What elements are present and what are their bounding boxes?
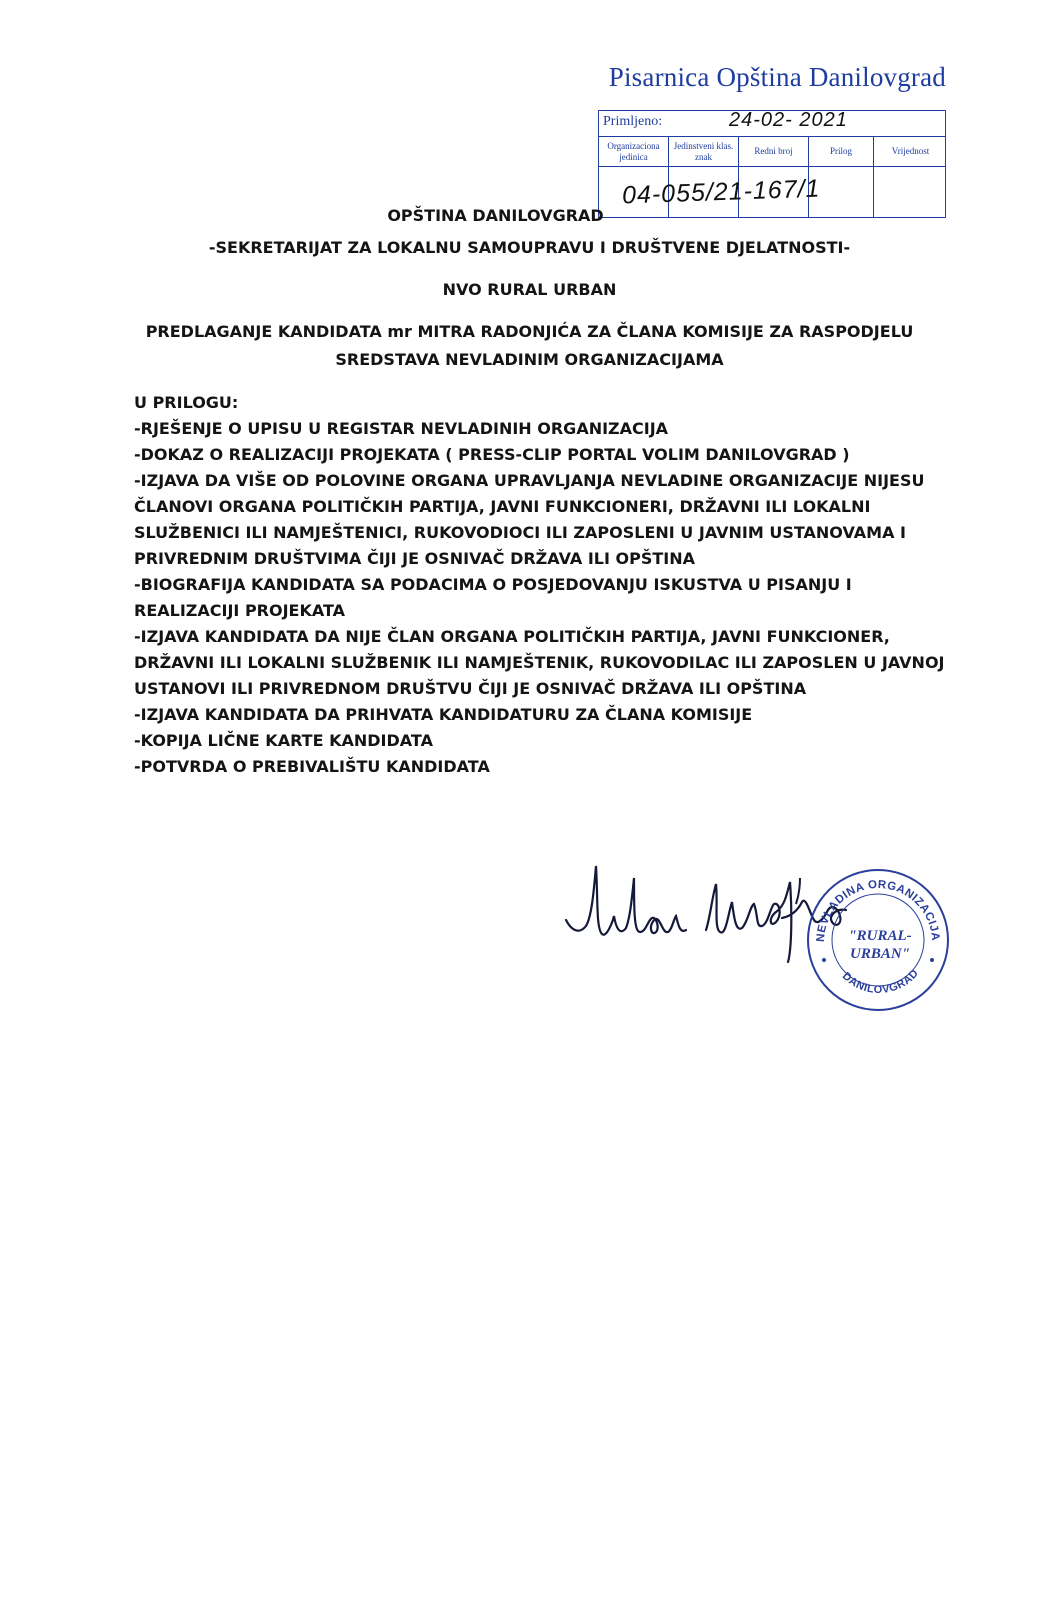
attachment-line: PRIVREDNIM DRUŠTVIMA ČIJI JE OSNIVAČ DRŽAVA ILI OPŠTINA xyxy=(134,549,695,568)
attachments-heading: U PRILOGU: xyxy=(134,393,239,412)
seal-inner-line-1: "RURAL- xyxy=(848,928,912,944)
header-municipality: OPŠTINA DANILOVGRAD xyxy=(387,206,604,225)
attachment-line: -IZJAVA KANDIDATA DA PRIHVATA KANDIDATURU ZA ČLANA KOMISIJE xyxy=(134,705,753,724)
seal-dot xyxy=(822,958,826,962)
attachment-line: -RJEŠENJE O UPISU U REGISTAR NEVLADINIH ORGANIZACIJA xyxy=(134,419,669,438)
attachment-line: USTANOVI ILI PRIVREDNOM DRUŠTVU ČIJI JE OSNIVAČ DRŽAVA ILI OPŠTINA xyxy=(134,679,807,698)
subject-line-2: SREDSTAVA NEVLADINIM ORGANIZACIJAMA xyxy=(335,350,724,369)
subject-line-1: PREDLAGANJE KANDIDATA mr MITRA RADONJIĆA ZA ČLANA KOMISIJE ZA RASPODJELU xyxy=(145,322,914,341)
header-ngo-name: NVO RURAL URBAN xyxy=(442,280,617,299)
registry-received-row xyxy=(599,111,945,137)
registry-received-label: Primljeno: xyxy=(603,114,663,129)
registry-column-value: Vrijednost xyxy=(891,146,930,156)
registry-columns-row xyxy=(599,137,945,167)
svg-text:DANILOVGRAD xyxy=(840,967,921,996)
attachment-line: -IZJAVA KANDIDATA DA NIJE ČLAN ORGANA POLITIČKIH PARTIJA, JAVNI FUNKCIONER, xyxy=(134,627,890,646)
registry-column-attachment: Prilog xyxy=(809,137,874,166)
registry-number: 04-055/21-167/1 xyxy=(621,174,821,210)
attachment-line: -KOPIJA LIČNE KARTE KANDIDATA xyxy=(134,731,433,750)
registry-column-serial-number: Redni broj xyxy=(739,137,809,166)
attachment-line: -BIOGRAFIJA KANDIDATA SA PODACIMA O POSJEDOVANJU ISKUSTVA U PISANJU I xyxy=(134,575,852,594)
registry-stamp xyxy=(598,62,948,210)
attachment-line: SLUŽBENICI ILI NAMJEŠTENICI, RUKOVODIOCI ILI ZAPOSLENI U JAVNIM USTANOVAMA I xyxy=(134,523,906,542)
seal-dot xyxy=(930,958,934,962)
attachment-line: -DOKAZ O REALIZACIJI PROJEKATA ( PRESS-CLIP PORTAL VOLIM DANILOVGRAD ) xyxy=(134,445,850,464)
attachment-line: ČLANOVI ORGANA POLITIČKIH PARTIJA, JAVNI FUNKCIONERI, DRŽAVNI ILI LOKALNI xyxy=(134,497,871,516)
registry-received-date: 24-02- 2021 xyxy=(729,109,848,131)
registry-title: Pisarnica Opština Danilovgrad xyxy=(608,62,946,92)
seal-bottom-text: DANILOVGRAD xyxy=(839,967,922,997)
attachment-line: -IZJAVA DA VIŠE OD POLOVINE ORGANA UPRAVLJANJA NEVLADINE ORGANIZACIJE NIJESU xyxy=(134,471,925,490)
registry-column-org-unit: Organizaciona jedinica xyxy=(599,137,669,166)
seal-outer-text: NEVLADINA ORGANIZACIJA xyxy=(814,878,942,943)
attachment-line: DRŽAVNI ILI LOKALNI SLUŽBENIK ILI NAMJEŠTENIK, RUKOVODILAC ILI ZAPOSLEN U JAVNOJ xyxy=(134,653,945,672)
attachment-line: REALIZACIJI PROJEKATA xyxy=(134,601,346,620)
attachments-section xyxy=(134,390,945,780)
seal-inner-line-2: URBAN" xyxy=(849,946,911,962)
header-secretariat: -SEKRETARIJAT ZA LOKALNU SAMOUPRAVU I DRUŠTVENE DJELATNOSTI- xyxy=(208,238,851,257)
ngo-seal xyxy=(802,864,952,1014)
registry-column-class-code: Jedinstveni klas. znak xyxy=(669,137,739,166)
attachment-line: -POTVRDA O PREBIVALIŠTU KANDIDATA xyxy=(134,757,490,776)
